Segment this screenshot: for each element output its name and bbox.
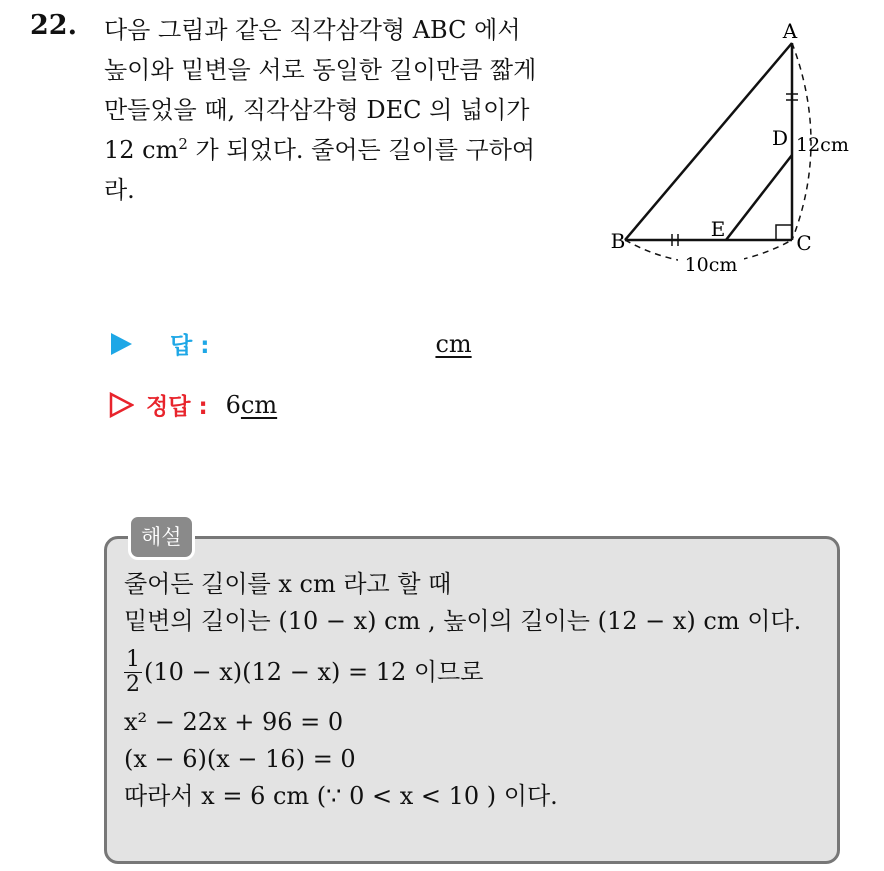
- question-line: 만들었을 때, 직각삼각형 DEC 의 넓이가: [104, 96, 530, 124]
- triangle-figure: [600, 18, 860, 280]
- question-line: 높이와 밑변을 서로 동일한 길이만큼 짧게: [104, 56, 537, 84]
- area-value: 12 cm: [104, 136, 179, 164]
- question-line: [104, 130, 584, 170]
- question-line: 라.: [104, 176, 135, 204]
- solution-line: (x − 6)(x − 16) = 0: [124, 745, 356, 773]
- fraction-numerator: 1: [126, 646, 140, 672]
- question-line-rest: 가 되었다. 줄어든 길이를 구하여: [187, 136, 536, 164]
- area-exponent: 2: [178, 135, 188, 153]
- question-line: 다음 그림과 같은 직각삼각형 ABC 에서: [104, 16, 521, 44]
- correct-answer-label: 정답 :: [146, 394, 208, 420]
- height-length-label: 12cm: [796, 134, 849, 156]
- answer-unit[interactable]: cm: [435, 329, 472, 358]
- solution-line: x² − 22x + 96 = 0: [124, 708, 344, 736]
- solution-fraction-line: [124, 642, 824, 702]
- solution-line: 줄어든 길이를 x cm 라고 할 때: [124, 570, 452, 598]
- solution-text: [124, 566, 824, 815]
- correct-answer-value: 6: [225, 390, 241, 419]
- solution-equation: (10 − x)(12 − x) = 12 이므로: [144, 657, 484, 686]
- correct-answer-unit: cm: [240, 390, 278, 419]
- play-triangle-icon: [108, 331, 134, 357]
- vertex-e-label: E: [710, 217, 726, 241]
- answer-row: [108, 327, 472, 360]
- fraction: [124, 648, 142, 697]
- vertex-d-label: D: [771, 126, 789, 150]
- base-length-label: 10cm: [684, 254, 738, 276]
- question-number: 22.: [30, 10, 77, 41]
- vertex-b-label: B: [610, 229, 626, 253]
- side-ab: [625, 43, 792, 240]
- fraction-denominator: 2: [126, 671, 140, 697]
- answer-label: 답 :: [170, 333, 210, 359]
- side-de: [726, 155, 792, 240]
- vertex-a-label: A: [782, 19, 798, 43]
- correct-answer-row: [108, 388, 277, 421]
- vertex-c-label: C: [796, 231, 812, 255]
- solution-line: 따라서 x = 6 cm (∵ 0 < x < 10 ) 이다.: [124, 782, 558, 810]
- outline-triangle-icon: [108, 392, 134, 418]
- solution-tag: 해설: [128, 514, 195, 560]
- question-text: [104, 10, 584, 210]
- right-angle-mark: [776, 225, 792, 240]
- solution-line: 밑변의 길이는 (10 − x) cm , 높이의 길이는 (12 − x) cm 이다.: [124, 607, 802, 635]
